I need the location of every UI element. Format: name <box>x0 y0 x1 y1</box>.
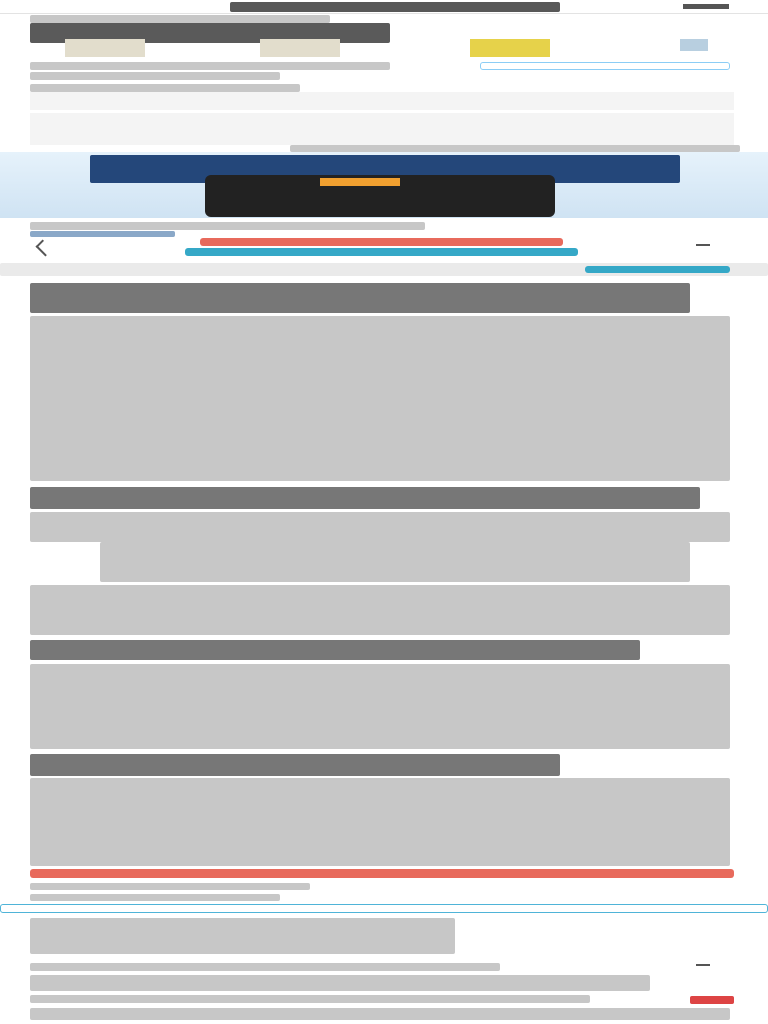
history-heading <box>30 883 310 890</box>
article-body <box>30 512 730 542</box>
article-body <box>30 664 730 749</box>
track-parcel-bar[interactable] <box>0 904 768 913</box>
open-button[interactable] <box>585 266 730 273</box>
edit-button[interactable] <box>480 62 730 70</box>
footer-nav[interactable] <box>30 963 500 971</box>
tracking-number-line <box>30 62 390 70</box>
primary-action-button[interactable] <box>200 238 563 246</box>
site-logo[interactable] <box>230 2 560 12</box>
tracking-event <box>30 127 734 145</box>
banner-button[interactable] <box>320 178 400 186</box>
article-list <box>100 542 690 582</box>
age-badge <box>690 996 734 1004</box>
tracking-event <box>30 113 734 127</box>
footer-text <box>30 975 650 991</box>
footer-disclaimer <box>30 1008 730 1020</box>
photo-nav-icon[interactable] <box>680 39 708 51</box>
product-photo-1 <box>65 39 145 57</box>
chevron-left-icon[interactable] <box>36 240 53 257</box>
tracking-meta-line <box>30 72 280 80</box>
saved-parcels-link[interactable] <box>30 894 280 901</box>
article-heading <box>30 640 640 660</box>
article-body <box>30 585 730 635</box>
article-heading <box>30 487 700 509</box>
product-photo-2 <box>260 39 340 57</box>
article-heading <box>30 283 690 313</box>
secondary-action-button[interactable] <box>185 248 578 256</box>
article-heading <box>30 754 560 776</box>
tracking-event <box>30 92 734 110</box>
footer-links[interactable] <box>30 918 455 954</box>
product-photo-3 <box>470 39 550 57</box>
chevron-up-icon[interactable] <box>696 964 710 974</box>
status-chip[interactable] <box>30 231 175 237</box>
menu-icon[interactable] <box>683 4 729 9</box>
chevron-up-icon[interactable] <box>696 244 710 254</box>
track-parcel-button[interactable] <box>30 869 734 878</box>
article-body <box>30 778 730 866</box>
breadcrumb[interactable] <box>30 15 330 23</box>
copyright <box>30 995 590 1003</box>
status-line <box>30 222 425 230</box>
copy-share-row[interactable] <box>290 145 740 152</box>
tracking-meta-line <box>30 84 300 92</box>
article-body <box>30 316 730 481</box>
